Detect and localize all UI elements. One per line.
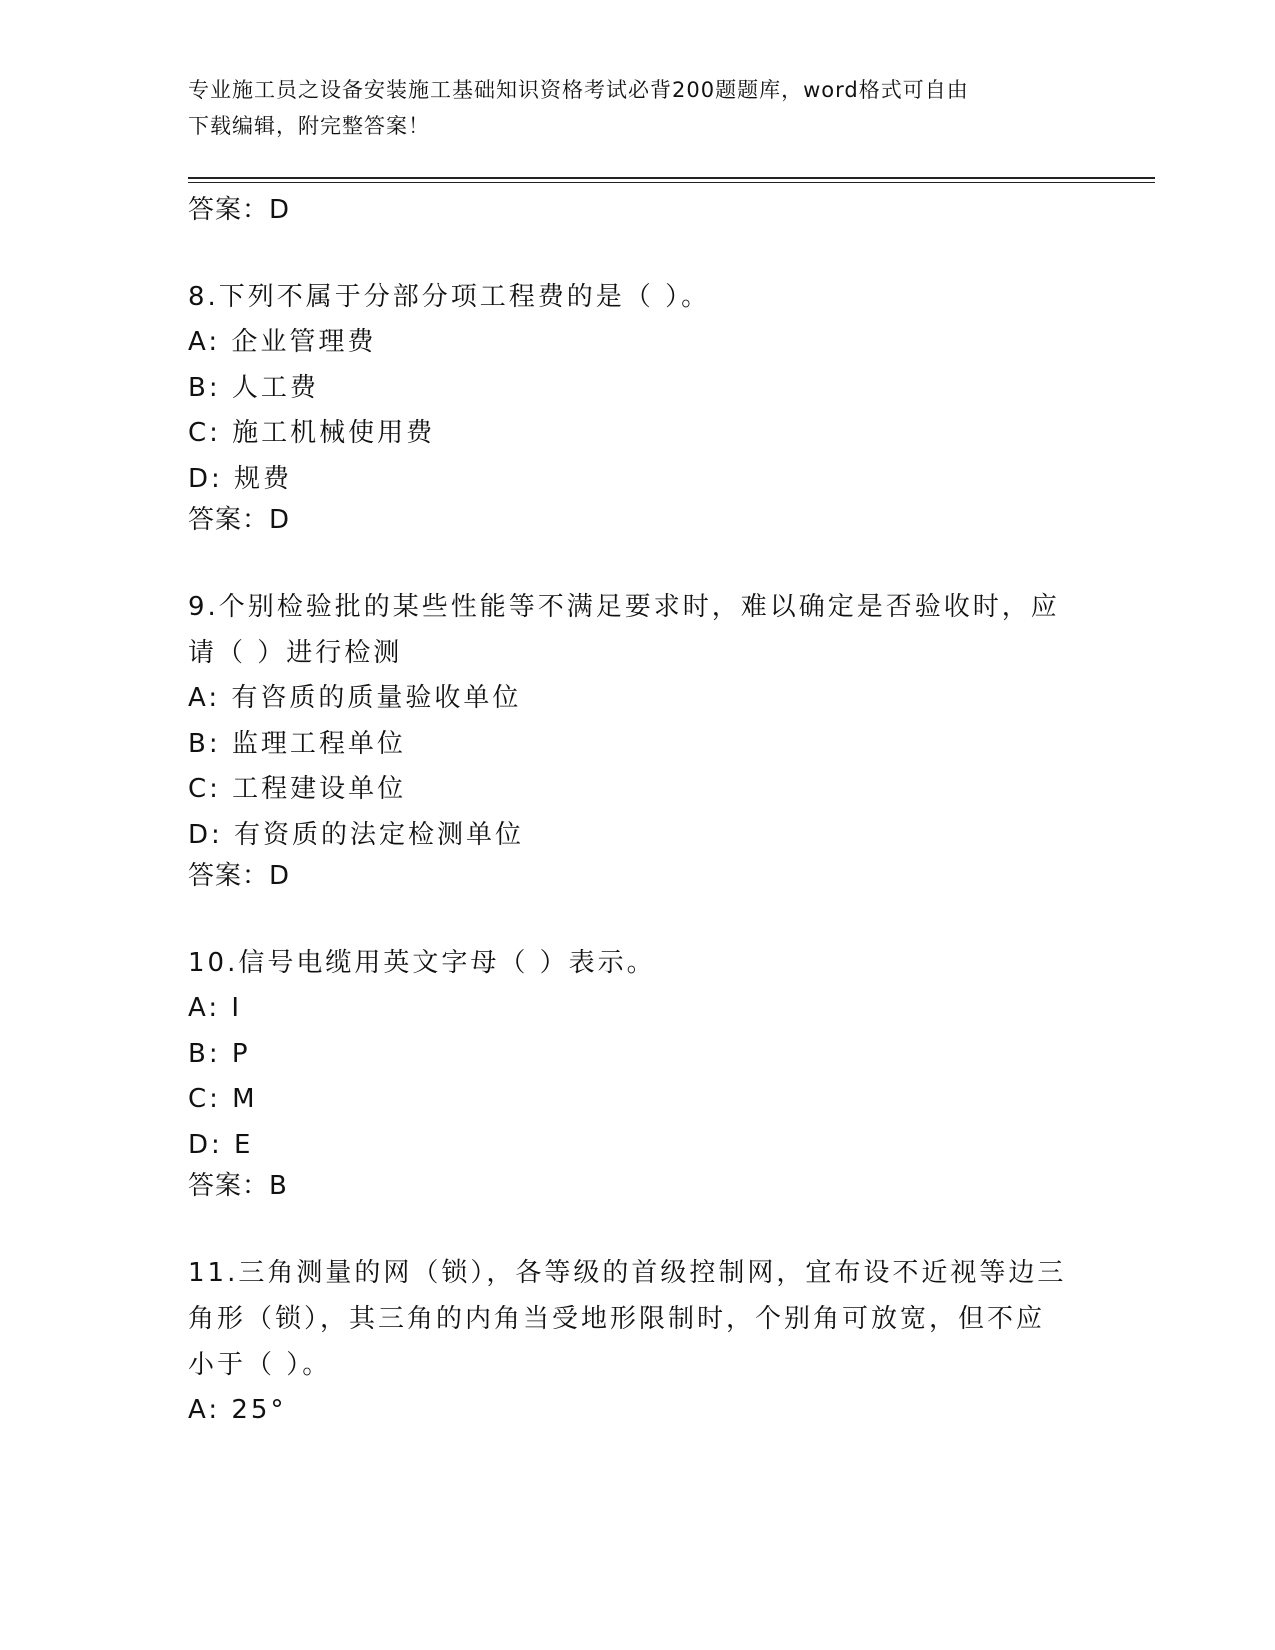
question-list <box>188 192 1088 1434</box>
option-a: A: 企业管理费 <box>188 327 377 357</box>
header-title-line-2: 下载编辑，附完整答案！ <box>188 114 430 138</box>
option-b: B: P <box>188 1038 251 1069</box>
answer-value: D <box>269 505 290 535</box>
option-d: D: E <box>188 1129 254 1160</box>
answer-label: 答案： <box>188 505 270 535</box>
question-11 <box>188 1250 1088 1434</box>
option-b: B: 监理工程单位 <box>188 728 406 759</box>
answer-label: 答案： <box>188 1171 270 1201</box>
question-stem-line-2: 请（ ）进行检测 <box>188 638 403 668</box>
question-stem-line-2: 角形（锁），其三角的内角当受地形限制时，个别角可放宽，但不应 <box>188 1304 1046 1334</box>
answer-label: 答案： <box>188 861 270 891</box>
spacer <box>188 1204 1088 1250</box>
question-10 <box>188 940 1088 1204</box>
spacer <box>188 538 1088 584</box>
question-9 <box>188 584 1088 894</box>
option-a: A: I <box>188 993 243 1023</box>
option-c: C: 工程建设单位 <box>188 774 407 804</box>
option-b: B: 人工费 <box>188 372 319 403</box>
document-header <box>188 72 1078 144</box>
header-title-line-1: 专业施工员之设备安装施工基础知识资格考试必背200题题库，word格式可自由 <box>188 78 969 102</box>
question-8 <box>188 274 1088 538</box>
option-d: D: 规费 <box>188 463 293 494</box>
previous-answer <box>188 192 1088 228</box>
answer-value: D <box>269 195 290 225</box>
option-a: A: 25° <box>188 1395 287 1425</box>
header-divider-thin <box>188 182 1155 183</box>
option-c: C: M <box>188 1084 258 1114</box>
spacer <box>188 228 1088 274</box>
question-answer <box>188 502 1088 538</box>
question-answer <box>188 858 1088 894</box>
header-divider-thick <box>188 177 1155 179</box>
question-stem-line-1: 9.个别检验批的某些性能等不满足要求时，难以确定是否验收时，应 <box>188 592 1060 622</box>
option-c: C: 施工机械使用费 <box>188 418 436 448</box>
spacer <box>188 894 1088 940</box>
question-stem: 10.信号电缆用英文字母（ ）表示。 <box>188 948 656 978</box>
question-stem-line-1: 11.三角测量的网（锁），各等级的首级控制网，宜布设不近视等边三 <box>188 1258 1067 1288</box>
question-stem-line-3: 小于（ ）。 <box>188 1350 332 1380</box>
answer-value: D <box>269 861 290 891</box>
question-stem: 8.下列不属于分部分项工程费的是（ ）。 <box>188 282 711 312</box>
answer-label: 答案： <box>188 195 270 225</box>
option-d: D: 有资质的法定检测单位 <box>188 819 525 850</box>
answer-value: B <box>269 1171 287 1201</box>
question-answer <box>188 1168 1088 1204</box>
option-a: A: 有咨质的质量验收单位 <box>188 683 522 713</box>
